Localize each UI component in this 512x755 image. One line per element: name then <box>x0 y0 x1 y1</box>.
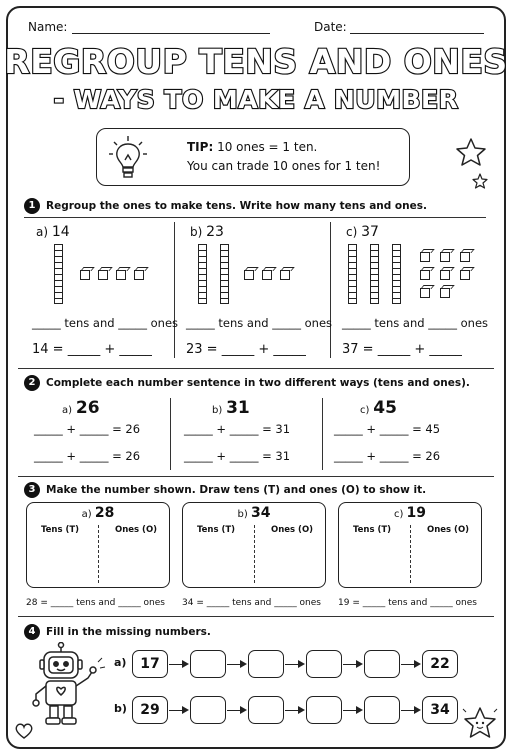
ten-rod <box>370 244 379 304</box>
equation-line[interactable]: _____ + _____ = 26 <box>34 422 141 436</box>
page-title: REGROUP TENS AND ONES <box>4 42 508 81</box>
place-value-box-b[interactable] <box>182 502 326 588</box>
end-number-box: 22 <box>422 650 458 678</box>
tens-ones-line[interactable]: _____ tens and _____ ones <box>186 316 333 330</box>
answer-box[interactable] <box>248 696 284 724</box>
row-a-label: a) <box>114 656 127 669</box>
item-label: a) <box>36 225 49 239</box>
tens-column-label: Tens (T) <box>197 525 236 535</box>
item-2b-label <box>212 398 250 418</box>
tip-label: TIP: <box>187 140 214 154</box>
column-divider <box>98 525 99 583</box>
robot-icon <box>28 642 108 730</box>
equation-line[interactable]: 23 = _____ + _____ <box>186 342 306 357</box>
tip-text <box>187 138 380 176</box>
page-subtitle: - WAYS TO MAKE A NUMBER <box>53 85 459 114</box>
equation-line[interactable]: _____ + _____ = 26 <box>334 449 441 463</box>
start-number-box: 17 <box>132 650 168 678</box>
tip-box <box>96 128 410 186</box>
item-value: 34 <box>250 505 271 521</box>
one-cube <box>440 270 450 280</box>
one-cube <box>116 270 126 280</box>
small-star-icon <box>472 173 488 189</box>
item-label: b) <box>190 225 203 239</box>
arrow-icon <box>343 664 361 665</box>
one-cube <box>280 270 290 280</box>
one-cube <box>420 270 430 280</box>
section-1-title: Regroup the ones to make tens. Write how many tens and ones. <box>46 200 427 212</box>
one-cube <box>420 288 430 298</box>
arrow-icon <box>169 664 187 665</box>
lightbulb-icon <box>107 135 149 181</box>
equation-line[interactable]: _____ + _____ = 31 <box>184 449 291 463</box>
item-2a-label <box>62 398 100 418</box>
ten-rod <box>392 244 401 304</box>
one-cube <box>98 270 108 280</box>
equation-line[interactable]: 14 = _____ + _____ <box>32 342 152 357</box>
name-label: Name: <box>28 20 68 34</box>
date-label: Date: <box>314 20 347 34</box>
place-value-box-c[interactable] <box>338 502 482 588</box>
equation-line[interactable]: _____ + _____ = 26 <box>34 449 141 463</box>
answer-box[interactable] <box>364 696 400 724</box>
tip-line-1: 10 ones = 1 ten. <box>213 140 318 154</box>
tens-ones-line[interactable]: 28 = _____ tens and _____ ones <box>26 598 165 608</box>
one-cube <box>262 270 272 280</box>
place-value-box-a[interactable] <box>26 502 170 588</box>
ones-column-label: Ones (O) <box>427 525 470 535</box>
item-value: 31 <box>226 398 250 418</box>
ten-rod <box>220 244 229 304</box>
section-3-number: 3 <box>24 482 40 498</box>
ten-rod <box>348 244 357 304</box>
column-divider <box>330 222 331 358</box>
one-cube <box>134 270 144 280</box>
one-cube <box>460 252 470 262</box>
answer-box[interactable] <box>248 650 284 678</box>
item-2c-label <box>360 398 397 418</box>
tip-line-2: You can trade 10 ones for 1 ten! <box>187 159 381 173</box>
item-value: 14 <box>51 224 70 240</box>
ones-column-label: Ones (O) <box>271 525 314 535</box>
one-cube <box>440 252 450 262</box>
answer-box[interactable] <box>190 696 226 724</box>
row-b-label: b) <box>114 702 127 715</box>
date-field[interactable] <box>350 33 484 34</box>
tens-ones-line[interactable]: _____ tens and _____ ones <box>32 316 179 330</box>
tens-column-label: Tens (T) <box>353 525 392 535</box>
section-2-title: Complete each number sentence in two different ways (tens and ones). <box>46 377 470 389</box>
arrow-icon <box>227 664 245 665</box>
answer-box[interactable] <box>190 650 226 678</box>
section-1-number: 1 <box>24 198 40 214</box>
equation-line[interactable]: _____ + _____ = 45 <box>334 422 441 436</box>
one-cube <box>440 288 450 298</box>
one-cube <box>420 252 430 262</box>
item-label: a) <box>62 405 73 416</box>
arrow-icon <box>285 710 303 711</box>
item-1b-label <box>190 224 224 240</box>
arrow-icon <box>401 710 419 711</box>
tens-column-label: Tens (T) <box>41 525 80 535</box>
column-divider <box>254 525 255 583</box>
section-3-title: Make the number shown. Draw tens (T) and ones (O) to show it. <box>46 484 427 496</box>
answer-box[interactable] <box>364 650 400 678</box>
tens-ones-line[interactable]: 19 = _____ tens and _____ ones <box>338 598 477 608</box>
item-value: 37 <box>361 224 379 240</box>
ones-column-label: Ones (O) <box>115 525 158 535</box>
section-1-divider <box>24 217 486 218</box>
arrow-icon <box>285 664 303 665</box>
ten-rod <box>54 244 63 304</box>
heart-icon <box>14 722 34 740</box>
equation-line[interactable]: 37 = _____ + _____ <box>342 342 462 357</box>
arrow-icon <box>169 710 187 711</box>
section-4-number: 4 <box>24 624 40 640</box>
item-label: c) <box>393 509 404 520</box>
column-divider <box>410 525 411 583</box>
column-divider <box>170 398 171 470</box>
one-cube <box>80 270 90 280</box>
item-1c-label <box>346 224 379 240</box>
one-cube <box>460 270 470 280</box>
arrow-icon <box>401 664 419 665</box>
start-number-box: 29 <box>132 696 168 724</box>
answer-box[interactable] <box>306 696 342 724</box>
name-field[interactable] <box>72 33 270 34</box>
item-value: 28 <box>94 505 115 521</box>
arrow-icon <box>227 710 245 711</box>
section-2-number: 2 <box>24 375 40 391</box>
column-divider <box>322 398 323 470</box>
section-separator <box>18 368 494 369</box>
item-value: 23 <box>206 224 224 240</box>
section-separator <box>18 476 494 477</box>
one-cube <box>244 270 254 280</box>
answer-box[interactable] <box>306 650 342 678</box>
smiling-star-icon <box>460 704 500 744</box>
ten-rod <box>198 244 207 304</box>
tens-ones-line[interactable]: _____ tens and _____ ones <box>342 316 489 330</box>
arrow-icon <box>343 710 361 711</box>
section-4-title: Fill in the missing numbers. <box>46 626 211 638</box>
section-separator <box>18 616 494 617</box>
item-label: c) <box>360 405 370 416</box>
tens-ones-line[interactable]: 34 = _____ tens and _____ ones <box>182 598 321 608</box>
end-number-box: 34 <box>422 696 458 724</box>
column-divider <box>174 222 175 358</box>
item-value: 26 <box>75 398 100 418</box>
item-label: c) <box>346 225 358 239</box>
item-label: b) <box>212 405 223 416</box>
item-label: a) <box>81 509 92 520</box>
item-label: b) <box>237 509 248 520</box>
item-1a-label <box>36 224 70 240</box>
star-icon <box>454 136 488 170</box>
item-value: 45 <box>373 398 397 418</box>
equation-line[interactable]: _____ + _____ = 31 <box>184 422 291 436</box>
item-value: 19 <box>406 505 427 521</box>
